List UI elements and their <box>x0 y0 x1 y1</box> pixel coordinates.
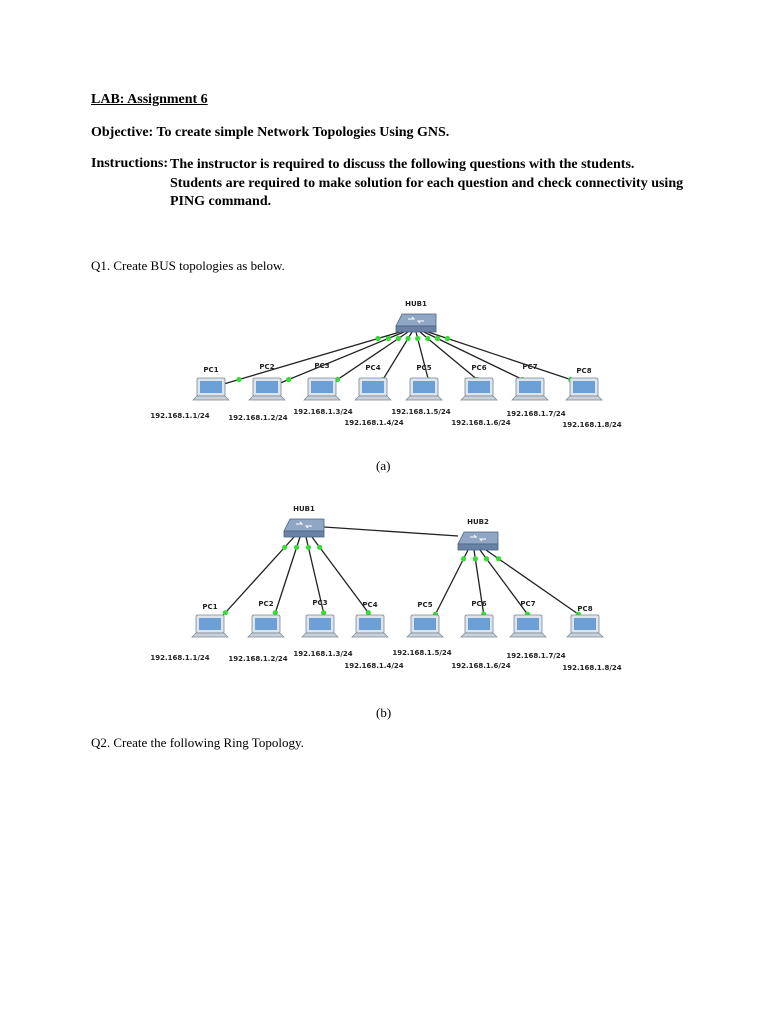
ip-label: 192.168.1.3/24 <box>293 408 353 416</box>
caption-b: (b) <box>376 705 392 720</box>
pc-label: PC7 <box>520 600 536 608</box>
hub-front <box>458 544 498 550</box>
pc-icon <box>510 615 546 637</box>
pc-screen <box>468 618 490 630</box>
page-title: LAB: Assignment 6 <box>91 92 208 107</box>
pc-icon <box>248 615 284 637</box>
pc-label: PC4 <box>362 601 378 609</box>
pc-label: PC5 <box>417 601 433 609</box>
pc-keyboard <box>302 633 338 637</box>
port-dot <box>484 556 489 561</box>
ip-label: 192.168.1.6/24 <box>451 419 511 427</box>
hub-icon <box>284 519 324 537</box>
question-2: Q2. Create the following Ring Topology. <box>91 735 304 750</box>
pc-screen <box>255 618 277 630</box>
pc-screen <box>414 618 436 630</box>
hub-link-line <box>324 527 458 536</box>
port-dot <box>321 610 326 615</box>
instructions-label: Instructions: <box>91 156 169 171</box>
pc-keyboard <box>248 633 284 637</box>
link-line <box>216 537 294 623</box>
pc-label: PC2 <box>258 600 274 608</box>
ip-label: 192.168.1.2/24 <box>228 414 288 422</box>
hub-label: HUB1 <box>293 505 315 513</box>
objective-text: Objective: To create simple Network Topologies Using GNS. <box>91 125 450 140</box>
pc-label: PC6 <box>471 364 487 372</box>
ip-label: 192.168.1.2/24 <box>228 655 288 663</box>
pc-icon <box>461 615 497 637</box>
link-line <box>272 537 300 623</box>
pc-screen <box>309 618 331 630</box>
question-1: Q1. Create BUS topologies as below. <box>91 258 285 273</box>
hub-label: HUB1 <box>405 300 427 308</box>
port-dot <box>273 610 278 615</box>
link-line <box>306 537 326 623</box>
ip-label: 192.168.1.7/24 <box>506 652 566 660</box>
link-line <box>480 550 534 623</box>
pc-label: PC1 <box>202 603 218 611</box>
hub-top <box>458 532 498 544</box>
ip-label: 192.168.1.8/24 <box>562 664 622 672</box>
port-dot <box>473 556 478 561</box>
hub-label: HUB2 <box>467 518 489 526</box>
port-dot <box>282 545 287 550</box>
pc-icon <box>567 615 603 637</box>
pc-label: PC2 <box>259 363 275 371</box>
ip-label: 192.168.1.3/24 <box>293 650 353 658</box>
port-dot <box>496 556 501 561</box>
pc-label: PC4 <box>365 364 381 372</box>
port-dot <box>223 610 228 615</box>
ip-label: 192.168.1.6/24 <box>451 662 511 670</box>
pc-label: PC3 <box>312 599 328 607</box>
pc-keyboard <box>407 633 443 637</box>
link-line <box>486 550 591 623</box>
caption-a: (a) <box>376 458 391 473</box>
pc-keyboard <box>461 633 497 637</box>
pc-screen <box>359 618 381 630</box>
port-dot <box>317 545 322 550</box>
hub-front <box>284 531 324 537</box>
pc-label: PC1 <box>203 366 219 374</box>
pc-icon <box>352 615 388 637</box>
pc-icon <box>192 615 228 637</box>
pc-label: PC8 <box>577 605 593 613</box>
pc-label: PC7 <box>522 363 538 371</box>
pc-keyboard <box>567 633 603 637</box>
ip-label: 192.168.1.1/24 <box>150 412 210 420</box>
pc-icon <box>302 615 338 637</box>
ip-label: 192.168.1.5/24 <box>392 649 452 657</box>
hub-icon <box>458 532 498 550</box>
instructions-line-2: Students are required to make solution for each question and check connectivity using PING command. <box>170 175 684 209</box>
pc-screen <box>199 618 221 630</box>
ip-label: 192.168.1.4/24 <box>344 419 404 427</box>
ip-label: 192.168.1.7/24 <box>506 410 566 418</box>
ip-label: 192.168.1.1/24 <box>150 654 210 662</box>
pc-keyboard <box>510 633 546 637</box>
hub-top <box>284 519 324 531</box>
pc-screen <box>517 618 539 630</box>
pc-screen <box>574 618 596 630</box>
pc-keyboard <box>192 633 228 637</box>
ip-label: 192.168.1.5/24 <box>391 408 451 416</box>
pc-label: PC3 <box>314 362 330 370</box>
pc-icon <box>407 615 443 637</box>
ip-label: 192.168.1.8/24 <box>562 421 622 429</box>
instructions-line-1: The instructor is required to discuss the following questions with the students. <box>170 157 635 172</box>
pc-keyboard <box>352 633 388 637</box>
pc-label: PC6 <box>471 600 487 608</box>
ip-label: 192.168.1.4/24 <box>344 662 404 670</box>
port-dot <box>461 556 466 561</box>
port-dot <box>366 610 371 615</box>
link-line <box>312 537 376 623</box>
pc-label: PC8 <box>576 367 592 375</box>
port-dot <box>294 545 299 550</box>
port-dot <box>306 545 311 550</box>
pc-label: PC5 <box>416 364 432 372</box>
